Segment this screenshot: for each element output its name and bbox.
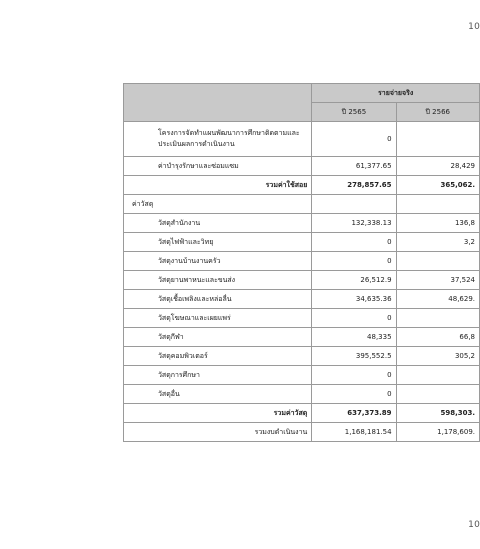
row-value-2565: 0 (312, 366, 396, 385)
row-value-2565: 0 (312, 309, 396, 328)
row-label: วัสดุโฆษณาและเผยแพร่ (124, 309, 312, 328)
subtotal-value-2565: 637,373.89 (312, 404, 396, 423)
row-value-2565: 0 (312, 233, 396, 252)
row-label: วัสดุคอมพิวเตอร์ (124, 347, 312, 366)
row-value-2566: 3,2 (396, 233, 479, 252)
row-label: วัสดุกีฬา (124, 328, 312, 347)
row-value-2566 (396, 385, 479, 404)
row-label: วัสดุไฟฟ้าและวิทยุ (124, 233, 312, 252)
page-number-top: 10 (468, 22, 480, 32)
row-value-2565: 34,635.36 (312, 290, 396, 309)
row-label: โครงการจัดทำแผนพัฒนาการศึกษาติดตามและประเมินผลการดำเนินงาน (124, 122, 312, 157)
row-label: วัสดุการศึกษา (124, 366, 312, 385)
row-label: ค่าบำรุงรักษาและซ่อมแซม (124, 157, 312, 176)
subtotal-label: รวมค่าใช้สอย (124, 176, 312, 195)
section-label: ค่าวัสดุ (124, 195, 312, 214)
row-label: วัสดุเชื้อเพลิงและหล่อลื่น (124, 290, 312, 309)
total-label: รวมงบดำเนินงาน (124, 423, 312, 442)
row-value-2565: 61,377.65 (312, 157, 396, 176)
row-label: วัสดุยานพาหนะและขนส่ง (124, 271, 312, 290)
row-value-2566: 37,524 (396, 271, 479, 290)
header-group: รายจ่ายจริง (312, 84, 480, 103)
row-value-2566 (396, 309, 479, 328)
subtotal-value-2566: 598,303. (396, 404, 479, 423)
row-value-2565: 26,512.9 (312, 271, 396, 290)
total-value-2565: 1,168,181.54 (312, 423, 396, 442)
header-year-2566: ปี 2566 (396, 103, 479, 122)
row-value-2565: 48,335 (312, 328, 396, 347)
subtotal-value-2566: 365,062. (396, 176, 479, 195)
row-value-2565: 395,552.5 (312, 347, 396, 366)
row-value-2566 (396, 252, 479, 271)
row-value-2566 (396, 195, 479, 214)
expense-table (123, 83, 480, 442)
subtotal-label: รวมค่าวัสดุ (124, 404, 312, 423)
row-label: วัสดุงานบ้านงานครัว (124, 252, 312, 271)
row-value-2566 (396, 122, 479, 157)
row-value-2566: 48,629. (396, 290, 479, 309)
header-year-2565: ปี 2565 (312, 103, 396, 122)
row-value-2566: 136,8 (396, 214, 479, 233)
row-value-2565: 0 (312, 122, 396, 157)
page-number-bottom: 10 (468, 520, 480, 530)
row-label: วัสดุอื่น (124, 385, 312, 404)
row-value-2565: 0 (312, 252, 396, 271)
row-value-2566: 66,8 (396, 328, 479, 347)
header-label-cell (124, 84, 312, 122)
row-value-2566 (396, 366, 479, 385)
row-value-2565: 0 (312, 385, 396, 404)
row-label: วัสดุสำนักงาน (124, 214, 312, 233)
row-value-2565 (312, 195, 396, 214)
row-value-2566: 28,429 (396, 157, 479, 176)
total-value-2566: 1,178,609. (396, 423, 479, 442)
row-value-2566: 305,2 (396, 347, 479, 366)
subtotal-value-2565: 278,857.65 (312, 176, 396, 195)
row-value-2565: 132,338.13 (312, 214, 396, 233)
